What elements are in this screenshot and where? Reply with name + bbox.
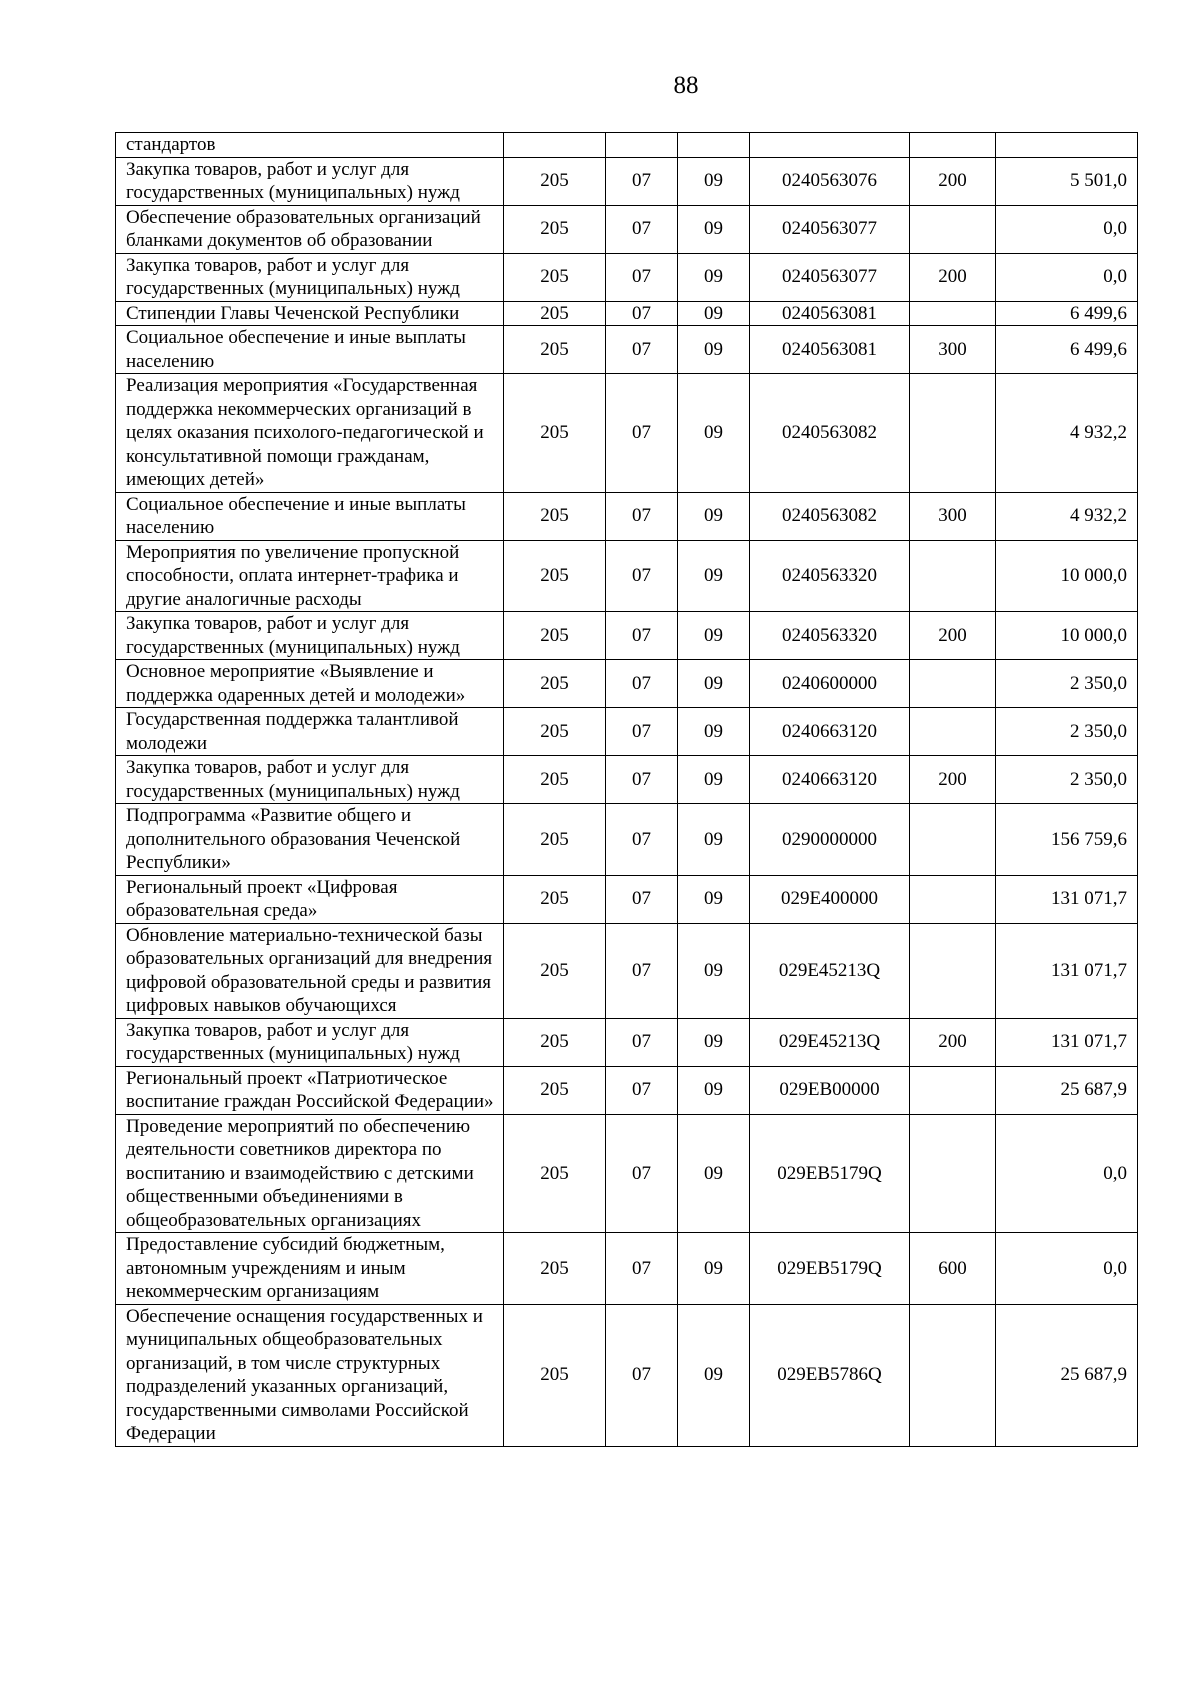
cell-vr: 300: [910, 326, 996, 374]
table-row: [116, 1114, 1138, 1233]
cell-sum: 4 932,2: [996, 492, 1138, 540]
cell-name: Обновление материально-технической базы образовательных организаций для внедрения цифровой образовательной среды и развития цифровых навыков обучающихся: [116, 923, 504, 1018]
cell-name: Реализация мероприятия «Государственная поддержка некоммерческих организаций в целях оказания психолого-педагогической и консультативной помощи гражданам, имеющих детей»: [116, 374, 504, 493]
cell-csr: 029E400000: [750, 875, 910, 923]
cell-sum: 6 499,6: [996, 301, 1138, 326]
cell-pr: 09: [678, 1233, 750, 1305]
cell-csr: [750, 133, 910, 158]
cell-csr: 029E45213Q: [750, 1018, 910, 1066]
cell-name: Закупка товаров, работ и услуг для государственных (муниципальных) нужд: [116, 157, 504, 205]
cell-rz: [606, 133, 678, 158]
cell-csr: 0240563077: [750, 253, 910, 301]
cell-rz: 07: [606, 492, 678, 540]
cell-rz: 07: [606, 1066, 678, 1114]
cell-name: Основное мероприятие «Выявление и поддержка одаренных детей и молодежи»: [116, 660, 504, 708]
cell-rz: 07: [606, 804, 678, 876]
cell-name: Мероприятия по увеличение пропускной способности, оплата интернет-трафика и другие аналогичные расходы: [116, 540, 504, 612]
cell-sum: 25 687,9: [996, 1066, 1138, 1114]
cell-pr: 09: [678, 253, 750, 301]
cell-vr: 300: [910, 492, 996, 540]
cell-csr: 0240563081: [750, 301, 910, 326]
table-row: [116, 301, 1138, 326]
cell-sum: 2 350,0: [996, 756, 1138, 804]
cell-pr: 09: [678, 1304, 750, 1446]
cell-pr: 09: [678, 205, 750, 253]
cell-vr: [910, 301, 996, 326]
cell-sum: 0,0: [996, 205, 1138, 253]
cell-rz: 07: [606, 875, 678, 923]
cell-vr: [910, 875, 996, 923]
cell-sum: 0,0: [996, 253, 1138, 301]
cell-rz: 07: [606, 1018, 678, 1066]
table-row: [116, 253, 1138, 301]
cell-sum: 6 499,6: [996, 326, 1138, 374]
cell-csr: 0240563082: [750, 374, 910, 493]
cell-vr: [910, 708, 996, 756]
cell-sum: 10 000,0: [996, 540, 1138, 612]
cell-rz: 07: [606, 612, 678, 660]
cell-sum: 25 687,9: [996, 1304, 1138, 1446]
cell-vr: 600: [910, 1233, 996, 1305]
cell-vr: 200: [910, 612, 996, 660]
cell-rz: 07: [606, 1233, 678, 1305]
cell-name: Стипендии Главы Чеченской Республики: [116, 301, 504, 326]
cell-sum: [996, 133, 1138, 158]
cell-sum: 131 071,7: [996, 875, 1138, 923]
cell-name: Подпрограмма «Развитие общего и дополнительного образования Чеченской Республики»: [116, 804, 504, 876]
cell-pr: 09: [678, 923, 750, 1018]
cell-pr: 09: [678, 612, 750, 660]
cell-ved: 205: [504, 1066, 606, 1114]
cell-ved: 205: [504, 1233, 606, 1305]
cell-name: Закупка товаров, работ и услуг для государственных (муниципальных) нужд: [116, 612, 504, 660]
cell-csr: 029EB5179Q: [750, 1233, 910, 1305]
cell-csr: 0240563320: [750, 540, 910, 612]
cell-pr: 09: [678, 157, 750, 205]
cell-ved: 205: [504, 612, 606, 660]
cell-vr: [910, 540, 996, 612]
table-row: [116, 1233, 1138, 1305]
cell-rz: 07: [606, 253, 678, 301]
cell-vr: [910, 1304, 996, 1446]
cell-name: Обеспечение оснащения государственных и муниципальных общеобразовательных организаций, в том числе структурных подразделений указанных организаций, государственными символами Российской Федерации: [116, 1304, 504, 1446]
page-number: 88: [673, 72, 699, 99]
cell-name: Региональный проект «Патриотическое воспитание граждан Российской Федерации»: [116, 1066, 504, 1114]
cell-vr: [910, 660, 996, 708]
cell-rz: 07: [606, 756, 678, 804]
cell-vr: 200: [910, 157, 996, 205]
cell-csr: 029EB5786Q: [750, 1304, 910, 1446]
cell-sum: 0,0: [996, 1114, 1138, 1233]
table-row: [116, 708, 1138, 756]
cell-csr: 0240663120: [750, 708, 910, 756]
cell-csr: 0240600000: [750, 660, 910, 708]
table-row: [116, 492, 1138, 540]
cell-pr: 09: [678, 660, 750, 708]
cell-vr: 200: [910, 253, 996, 301]
cell-pr: 09: [678, 374, 750, 493]
cell-sum: 2 350,0: [996, 708, 1138, 756]
cell-rz: 07: [606, 708, 678, 756]
cell-csr: 029E45213Q: [750, 923, 910, 1018]
cell-sum: 2 350,0: [996, 660, 1138, 708]
table-row: [116, 1304, 1138, 1446]
cell-ved: 205: [504, 756, 606, 804]
table-row: [116, 133, 1138, 158]
cell-name: Социальное обеспечение и иные выплаты населению: [116, 492, 504, 540]
cell-rz: 07: [606, 660, 678, 708]
table-row: [116, 923, 1138, 1018]
table-row: [116, 205, 1138, 253]
cell-ved: [504, 133, 606, 158]
table-row: [116, 756, 1138, 804]
cell-pr: [678, 133, 750, 158]
cell-ved: 205: [504, 326, 606, 374]
cell-sum: 0,0: [996, 1233, 1138, 1305]
cell-rz: 07: [606, 301, 678, 326]
cell-csr: 0240563082: [750, 492, 910, 540]
cell-sum: 131 071,7: [996, 1018, 1138, 1066]
cell-ved: 205: [504, 708, 606, 756]
cell-sum: 5 501,0: [996, 157, 1138, 205]
cell-rz: 07: [606, 326, 678, 374]
cell-csr: 029EB00000: [750, 1066, 910, 1114]
cell-sum: 10 000,0: [996, 612, 1138, 660]
cell-ved: 205: [504, 660, 606, 708]
table-row: [116, 157, 1138, 205]
cell-name: стандартов: [116, 133, 504, 158]
cell-ved: 205: [504, 301, 606, 326]
cell-vr: [910, 133, 996, 158]
cell-pr: 09: [678, 492, 750, 540]
cell-pr: 09: [678, 708, 750, 756]
cell-rz: 07: [606, 1114, 678, 1233]
cell-rz: 07: [606, 374, 678, 493]
table-row: [116, 1066, 1138, 1114]
cell-csr: 0240563320: [750, 612, 910, 660]
cell-ved: 205: [504, 1114, 606, 1233]
cell-ved: 205: [504, 875, 606, 923]
cell-csr: 0240563081: [750, 326, 910, 374]
cell-vr: [910, 1066, 996, 1114]
cell-vr: [910, 1114, 996, 1233]
table-row: [116, 1018, 1138, 1066]
cell-name: Обеспечение образовательных организаций бланками документов об образовании: [116, 205, 504, 253]
cell-ved: 205: [504, 253, 606, 301]
cell-name: Закупка товаров, работ и услуг для государственных (муниципальных) нужд: [116, 756, 504, 804]
cell-pr: 09: [678, 1018, 750, 1066]
cell-pr: 09: [678, 756, 750, 804]
cell-csr: 0240663120: [750, 756, 910, 804]
cell-name: Предоставление субсидий бюджетным, автономным учреждениям и иным некоммерческим организациям: [116, 1233, 504, 1305]
cell-vr: 200: [910, 1018, 996, 1066]
cell-rz: 07: [606, 540, 678, 612]
cell-ved: 205: [504, 804, 606, 876]
cell-name: Государственная поддержка талантливой молодежи: [116, 708, 504, 756]
cell-vr: [910, 205, 996, 253]
cell-sum: 156 759,6: [996, 804, 1138, 876]
cell-vr: [910, 923, 996, 1018]
cell-ved: 205: [504, 157, 606, 205]
cell-pr: 09: [678, 540, 750, 612]
cell-pr: 09: [678, 1066, 750, 1114]
cell-pr: 09: [678, 326, 750, 374]
table-row: [116, 612, 1138, 660]
table-row: [116, 540, 1138, 612]
table-row: [116, 374, 1138, 493]
cell-rz: 07: [606, 1304, 678, 1446]
cell-name: Закупка товаров, работ и услуг для государственных (муниципальных) нужд: [116, 253, 504, 301]
table-row: [116, 660, 1138, 708]
cell-vr: 200: [910, 756, 996, 804]
cell-ved: 205: [504, 492, 606, 540]
cell-pr: 09: [678, 1114, 750, 1233]
cell-ved: 205: [504, 540, 606, 612]
cell-rz: 07: [606, 923, 678, 1018]
cell-ved: 205: [504, 374, 606, 493]
table-row: [116, 326, 1138, 374]
cell-rz: 07: [606, 205, 678, 253]
cell-rz: 07: [606, 157, 678, 205]
cell-pr: 09: [678, 301, 750, 326]
cell-pr: 09: [678, 875, 750, 923]
cell-sum: 131 071,7: [996, 923, 1138, 1018]
table-row: [116, 875, 1138, 923]
cell-name: Закупка товаров, работ и услуг для государственных (муниципальных) нужд: [116, 1018, 504, 1066]
table-row: [116, 804, 1138, 876]
budget-table: [115, 132, 1138, 1447]
cell-csr: 029EB5179Q: [750, 1114, 910, 1233]
cell-ved: 205: [504, 923, 606, 1018]
cell-vr: [910, 804, 996, 876]
cell-name: Региональный проект «Цифровая образовательная среда»: [116, 875, 504, 923]
cell-csr: 0240563076: [750, 157, 910, 205]
cell-ved: 205: [504, 1018, 606, 1066]
cell-pr: 09: [678, 804, 750, 876]
cell-name: Социальное обеспечение и иные выплаты населению: [116, 326, 504, 374]
cell-csr: 0290000000: [750, 804, 910, 876]
cell-name: Проведение мероприятий по обеспечению деятельности советников директора по воспитанию и взаимодействию с детскими общественными объединениями в общеобразовательных организациях: [116, 1114, 504, 1233]
cell-vr: [910, 374, 996, 493]
cell-sum: 4 932,2: [996, 374, 1138, 493]
cell-ved: 205: [504, 1304, 606, 1446]
cell-ved: 205: [504, 205, 606, 253]
cell-csr: 0240563077: [750, 205, 910, 253]
